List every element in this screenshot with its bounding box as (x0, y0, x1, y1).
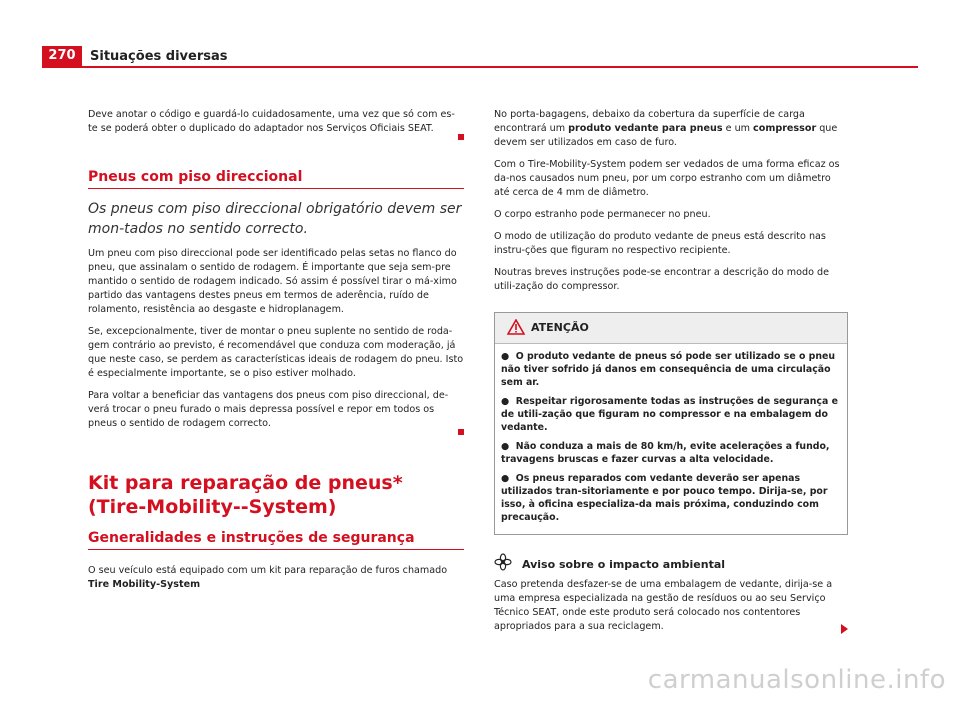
environment-text: Caso pretenda desfazer-se de uma embalagem de vedante, dirija-se a uma empresa especializada na gestão de resíduos ou ao seu Serviço Técnico SEAT, onde este produto será colocado nos contentores apropriados para a sua reciclagem. (494, 578, 848, 634)
paragraph: No porta-bagagens, debaixo da cobertura da superfície de carga encontrará um produto vedante para pneus e um compressor que devem ser utilizados em caso de furo. (494, 109, 838, 148)
right-column (494, 108, 848, 642)
chapter-heading: Kit para reparação de pneus* (Tire-Mobility--System) (88, 472, 403, 518)
paragraph: Se, excepcionalmente, tiver de montar o pneu suplente no sentido de roda-gem contrário ao previsto, é recomendável que conduza com moderação, já que neste caso, se perdem as características ideais de rodagem do pneu. Isto é especialmente importante, se o piso estiver molhado. (88, 326, 464, 379)
warning-body (495, 344, 847, 534)
paragraph: Para voltar a beneficiar das vantagens dos pneus com piso direccional, de-verá trocar o pneu furado o mais depressa possível e repor em todos os pneus o sentido de rodagem correcto. (88, 389, 464, 431)
warning-triangle-icon (507, 319, 525, 340)
paragraph: O modo de utilização do produto vedante de pneus está descrito nas instru-ções que figuram no respectivo recipiente. (494, 231, 826, 256)
paragraph: O corpo estranho pode permanecer no pneu. (494, 209, 711, 220)
paragraph: O seu veículo está equipado com um kit para reparação de furos chamado Tire Mobility-System (88, 565, 448, 590)
environment-title: Aviso sobre o impacto ambiental (522, 557, 726, 571)
section-title: Situações diversas (90, 49, 228, 64)
warning-item: ● Respeitar rigorosamente todas as instruções de segurança e de utili-zação que figuram no compressor e na embalagem do vedante. (501, 396, 838, 433)
warning-item: ● O produto vedante de pneus só pode ser utilizado se o pneu não tiver sofrido já danos em consequência de uma circulação sem ar. (501, 351, 836, 388)
warning-box (494, 312, 848, 535)
section-heading-directional: Pneus com piso direccional (88, 170, 464, 189)
watermark: carmanualsonline.info (647, 665, 946, 695)
warning-header (495, 313, 847, 344)
page-number: 270 (42, 46, 82, 66)
environment-note (494, 553, 848, 634)
intro-paragraph: Deve anotar o código e guardá-lo cuidadosamente, uma vez que só com es-te se poderá obter o duplicado do adaptador nos Serviços Oficiais SEAT. (88, 108, 464, 136)
end-marker-icon (458, 429, 464, 435)
environment-flower-icon (494, 553, 512, 576)
continue-arrow-icon (841, 624, 848, 634)
paragraph: Noutras breves instruções pode-se encontrar a descrição do modo de utili-zação do compressor. (494, 267, 829, 292)
header-rule (42, 66, 918, 68)
paragraph: Um pneu com piso direccional pode ser identificado pelas setas no flanco do pneu, que assinalam o sentido de rodagem. É importante que seja sem-pre mantido o sentido de rodagem indicado. Só assim é possível tirar o má-ximo partido das vantagens destes pneus em termos de aderência, ruído de rolamento, resistência ao desgaste e hidroplanagem. (88, 248, 457, 315)
left-column (88, 108, 464, 600)
warning-item: ● Não conduza a mais de 80 km/h, evite acelerações a fundo, travagens bruscas e fazer curvas a alta velocidade. (501, 441, 830, 465)
paragraph: Com o Tire-Mobility-System podem ser vedados de uma forma eficaz os da-nos causados num pneu, por um corpo estranho com um diâmetro até cerca de 4 mm de diâmetro. (494, 159, 840, 198)
warning-title: ATENÇÃO (531, 321, 589, 334)
section-heading-safety: Generalidades e instruções de segurança (88, 531, 464, 550)
end-marker-icon (458, 134, 464, 140)
warning-item: ● Os pneus reparados com vedante deverão ser apenas utilizados tran-sitoriamente e por pouco tempo. Dirija-se, por isso, à oficina especializa-da mais próxima, conduzindo com precaução. (501, 473, 828, 523)
section-lead: Os pneus com piso direccional obrigatório devem ser mon-tados no sentido correcto. (88, 201, 462, 237)
